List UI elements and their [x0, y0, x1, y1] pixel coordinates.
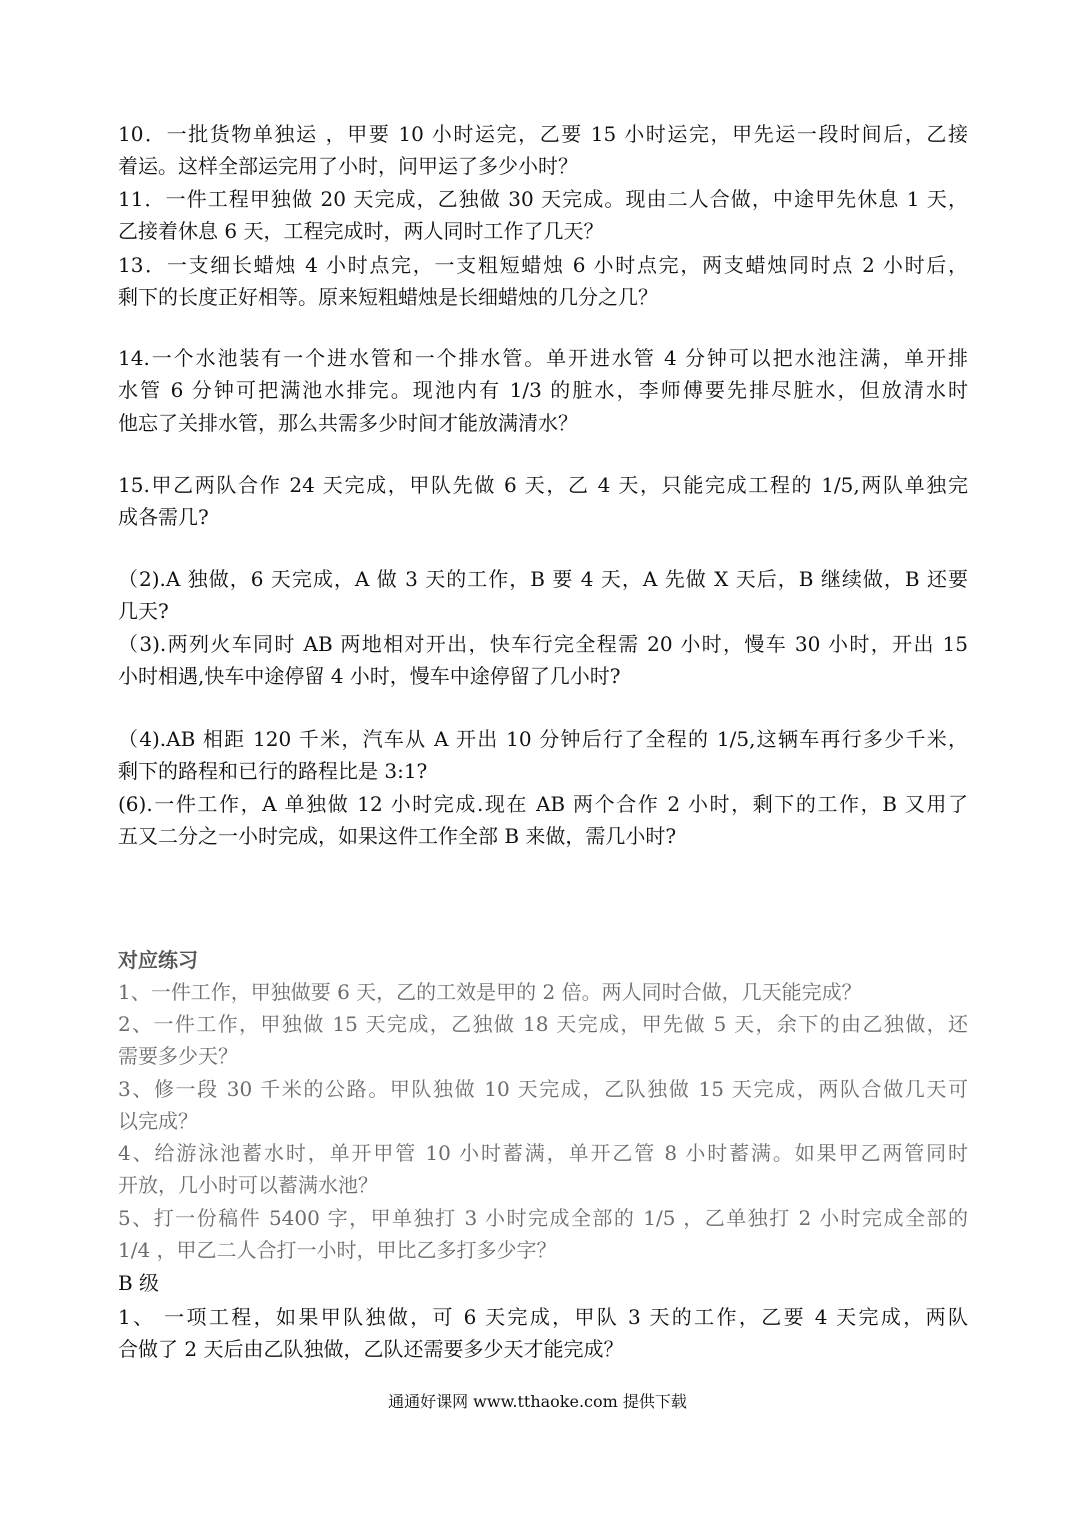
problem-3-line-2: 小时相遇,快车中途停留 4 小时，慢车中途停留了几小时? — [118, 664, 621, 688]
level-b-item-1-line-2: 合做了 2 天后由乙队独做，乙队还需要多少天才能完成？ — [118, 1337, 624, 1361]
level-b-label: B 级 — [118, 1271, 160, 1295]
problem-13-line-1: 13．一支细长蜡烛 4 小时点完，一支粗短蜡烛 6 小时点完，两支蜡烛同时点 2 小时后， — [118, 253, 968, 277]
level-b-item-1-line-1: 1、 一项工程，如果甲队独做，可 6 天完成，甲队 3 天的工作，乙要 4 天完成，两队 — [118, 1305, 968, 1329]
practice-item-3-line-1: 3、修一段 30 千米的公路。甲队独做 10 天完成，乙队独做 15 天完成，两队合做几天可 — [118, 1077, 968, 1101]
problem-4-line-2: 剩下的路程和已行的路程比是 3:1? — [118, 759, 428, 783]
practice-item-2-line-1: 2、一件工作，甲独做 15 天完成，乙独做 18 天完成，甲先做 5 天，余下的由乙独做，还 — [118, 1012, 968, 1036]
problem-4-line-1: （4).AB 相距 120 千米，汽车从 A 开出 10 分钟后行了全程的 1/5,这辆车再行多少千米， — [118, 727, 968, 751]
problem-11-line-2: 乙接着休息 6 天，工程完成时，两人同时工作了几天？ — [118, 219, 604, 243]
practice-item-1-line-1: 1、一件工作，甲独做要 6 天，乙的工效是甲的 2 倍。两人同时合做，几天能完成？ — [118, 980, 862, 1004]
problem-13-line-2: 剩下的长度正好相等。原来短粗蜡烛是长细蜡烛的几分之几？ — [118, 285, 658, 309]
problem-6-line-1: (6).一件工作，A 单独做 12 小时完成.现在 AB 两个合作 2 小时，剩下的工作，B 又用了 — [118, 792, 968, 816]
practice-item-4-line-1: 4、给游泳池蓄水时，单开甲管 10 小时蓄满，单开乙管 8 小时蓄满。如果甲乙两管同时 — [118, 1141, 968, 1165]
practice-heading: 对应练习 — [118, 948, 198, 972]
problem-6-line-2: 五又二分之一小时完成，如果这件工作全部 B 来做，需几小时? — [118, 824, 677, 848]
problem-2-line-1: （2).A 独做，6 天完成，A 做 3 天的工作，B 要 4 天，A 先做 X 天后，B 继续做，B 还要 — [118, 567, 968, 591]
problem-11-line-1: 11．一件工程甲独做 20 天完成，乙独做 30 天完成。现由二人合做，中途甲先休息 1 天， — [118, 187, 968, 211]
practice-item-4-line-2: 开放，几小时可以蓄满水池？ — [118, 1173, 378, 1197]
problem-3-line-1: （3).两列火车同时 AB 两地相对开出，快车行完全程需 20 小时，慢车 30 小时，开出 15 — [118, 632, 968, 656]
problem-10-line-1: 10．一批货物单独运 ，甲要 10 小时运完，乙要 15 小时运完，甲先运一段时间后，乙接 — [118, 122, 968, 146]
practice-item-3-line-2: 以完成？ — [118, 1109, 198, 1133]
practice-item-5-line-2: 1/4 ，甲乙二人合打一小时，甲比乙多打多少字？ — [118, 1238, 557, 1262]
practice-item-5-line-1: 5、打一份稿件 5400 字，甲单独打 3 小时完成全部的 1/5 ，乙单独打 2 小时完成全部的 — [118, 1206, 968, 1230]
practice-item-2-line-2: 需要多少天？ — [118, 1044, 238, 1068]
problem-2-line-2: 几天? — [118, 599, 169, 623]
problem-14-line-1: 14.一个水池装有一个进水管和一个排水管。单开进水管 4 分钟可以把水池注满，单开排 — [118, 346, 968, 370]
problem-10-line-2: 着运。这样全部运完用了小时，问甲运了多少小时？ — [118, 154, 578, 178]
problem-15-line-1: 15.甲乙两队合作 24 天完成，甲队先做 6 天，乙 4 天，只能完成工程的 1/5,两队单独完 — [118, 473, 968, 497]
problem-14-line-3: 他忘了关排水管，那么共需多少时间才能放满清水？ — [118, 411, 578, 435]
problem-15-line-2: 成各需几? — [118, 505, 209, 529]
page-footer: 通通好课网 www.tthaoke.com 提供下载 — [388, 1392, 687, 1411]
problem-14-line-2: 水管 6 分钟可把满池水排完。现池内有 1/3 的脏水，李师傅要先排尽脏水，但放清水时 — [118, 378, 968, 402]
